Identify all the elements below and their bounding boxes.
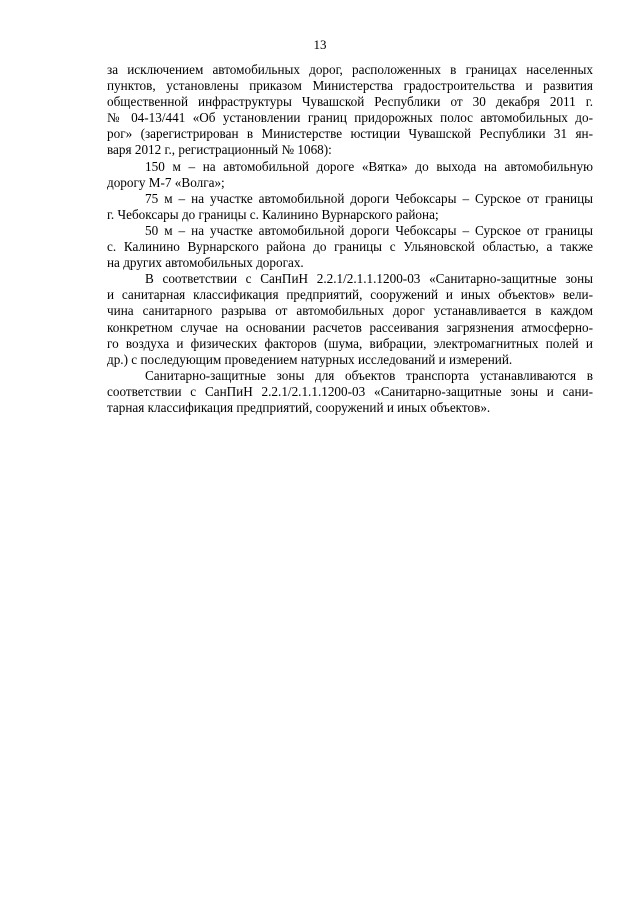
text-line: тарная классификация предприятий, сооружений и иных объектов». — [107, 399, 491, 415]
text-line: № 04-13/441 «Об установлении границ придорожных полос автомобильных до- — [107, 110, 593, 126]
text-line: дорогу М-7 «Волга»; — [107, 174, 225, 190]
text-line: соответствии с СанПиН 2.2.1/2.1.1.1200-03 «Санитарно-защитные зоны и сани- — [107, 383, 593, 399]
text-line: пунктов, установлены приказом Министерства градостроительства и развития — [107, 78, 593, 94]
text-line: за исключением автомобильных дорог, расположенных в границах населенных — [107, 62, 593, 77]
text-line: Санитарно-защитные зоны для объектов транспорта устанавливаются в — [145, 367, 593, 383]
text-line: общественной инфраструктуры Чувашской Республики от 30 декабря 2011 г. — [107, 94, 593, 110]
text-line: 150 м – на автомобильной дороге «Вятка» до выхода на автомобильную — [145, 158, 593, 174]
page-number: 13 — [313, 37, 327, 52]
text-line: и санитарная классификация предприятий, сооружений и иных объектов» вели- — [107, 287, 593, 303]
text-line: г. Чебоксары до границы с. Калинино Вурнарского района; — [107, 206, 439, 222]
text-line: рог» (зарегистрирован в Министерстве юстиции Чувашской Республики 31 ян- — [107, 126, 593, 142]
text-line: 75 м – на участке автомобильной дороги Чебоксары – Сурское от границы — [145, 190, 593, 206]
text-line: го воздуха и физических факторов (шума, вибрации, электромагнитных полей и — [107, 335, 593, 351]
text-line: с. Калинино Вурнарского района до границы с Ульяновской областью, а также — [107, 239, 593, 255]
text-line: В соответствии с СанПиН 2.2.1/2.1.1.1200-03 «Санитарно-защитные зоны — [145, 271, 593, 287]
text-line: варя 2012 г., регистрационный № 1068): — [107, 142, 332, 158]
text-line: конкретном случае на основании расчетов рассеивания загрязнения атмосферно- — [107, 319, 593, 335]
text-line: чина санитарного разрыва от автомобильных дорог устанавливается в каждом — [107, 303, 593, 319]
text-line: 50 м – на участке автомобильной дороги Чебоксары – Сурское от границы — [145, 222, 593, 238]
text-line: др.) с последующим проведением натурных исследований и измерений. — [107, 351, 513, 367]
document-body — [107, 62, 593, 416]
text-line: на других автомобильных дорогах. — [107, 255, 304, 271]
